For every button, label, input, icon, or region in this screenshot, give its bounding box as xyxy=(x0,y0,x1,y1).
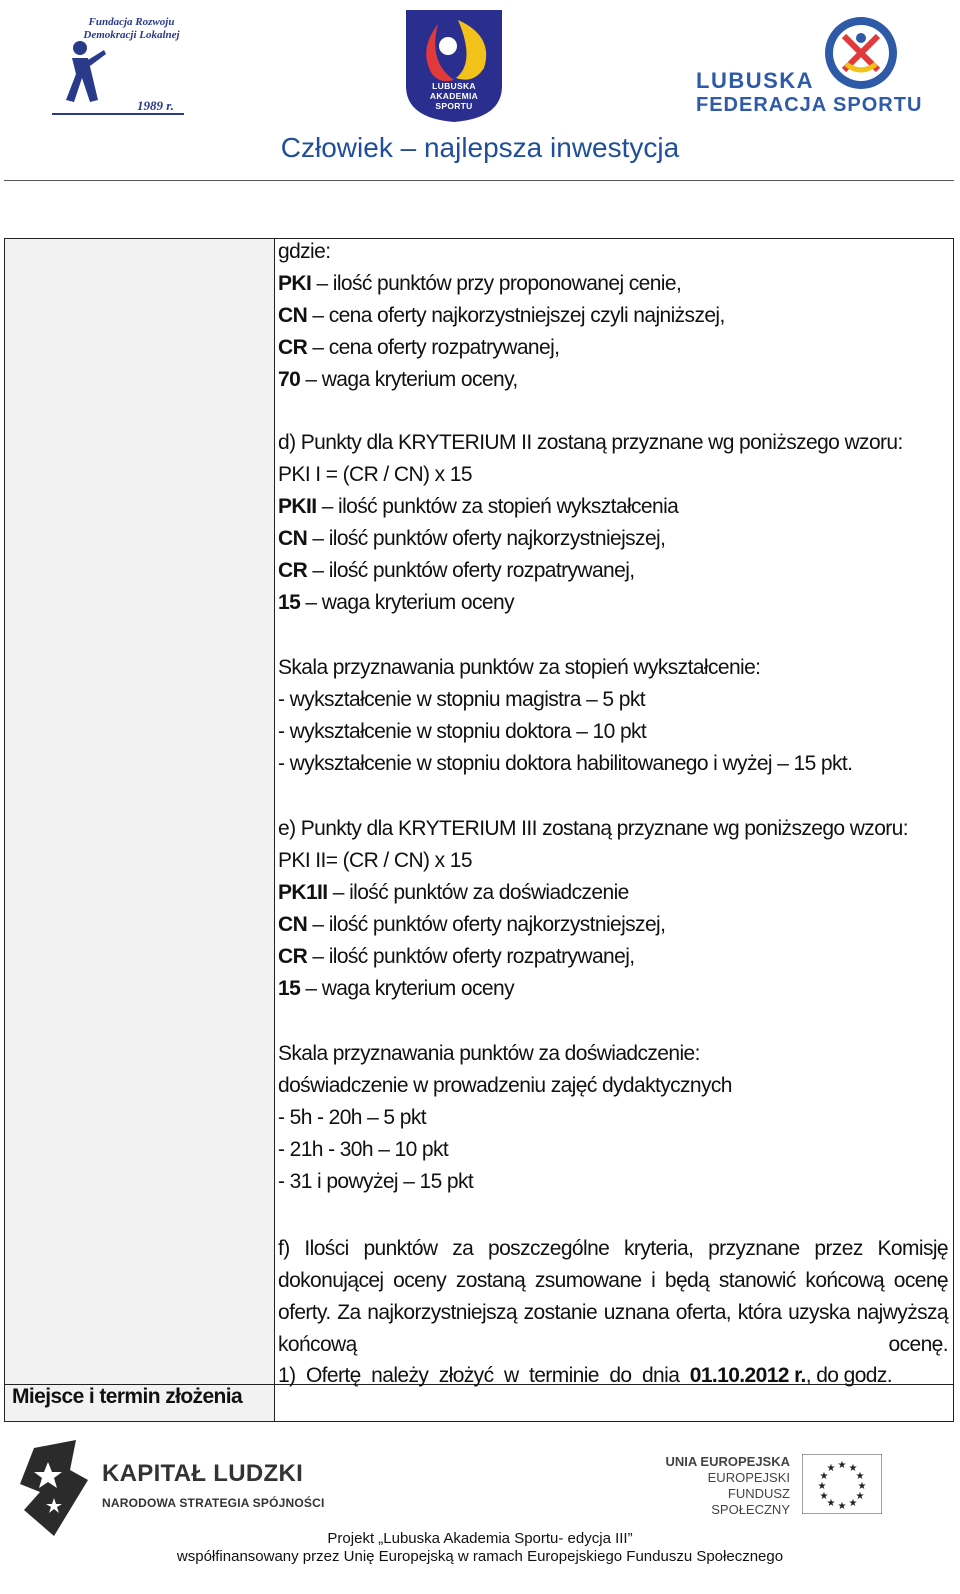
term-definition: – ilość punktów oferty najkorzystniejszej, xyxy=(307,527,666,550)
list-item: - wykształcenie w stopniu doktora habilitowanego i wyżej – 15 pkt. xyxy=(278,752,853,775)
submission-line xyxy=(278,1363,948,1389)
term-definition: – ilość punktów za doświadczenie xyxy=(327,881,629,904)
formula-line: PKI II= (CR / CN) x 15 xyxy=(278,849,472,872)
text-line xyxy=(278,590,514,616)
eu-logo xyxy=(650,1440,950,1540)
bold-term: PKI xyxy=(278,272,312,295)
formula-line: PKI I = (CR / CN) x 15 xyxy=(278,463,472,486)
list-item: - 31 i powyżej – 15 pkt xyxy=(278,1170,474,1193)
svg-text:★: ★ xyxy=(857,1481,867,1492)
term-definition: – waga kryterium oceny xyxy=(300,591,514,614)
header-divider xyxy=(4,180,954,181)
project-footer xyxy=(0,1530,960,1566)
kapital-ludzki-name: KAPITAŁ LUDZKI xyxy=(102,1460,304,1487)
submission-text: 1) Ofertę należy złożyć w terminie do dnia xyxy=(278,1364,690,1387)
text-line: e) Punkty dla KRYTERIUM III zostaną przyznane wg poniższego wzoru: xyxy=(278,817,908,840)
lfs-logo-line-1: LUBUSKA xyxy=(696,68,815,93)
las-text-line-3: SPORTU xyxy=(435,101,473,111)
lfs-logo-line-2: FEDERACJA SPORTU xyxy=(696,94,923,116)
bold-term: CR xyxy=(278,559,308,582)
svg-text:★: ★ xyxy=(819,1491,829,1502)
eu-logo-text xyxy=(650,1454,790,1518)
eu-name: UNIA EUROPEJSKA xyxy=(665,1454,790,1469)
text-line xyxy=(278,335,559,361)
frdl-logo-text: Fundacja Rozwoju Demokracji Lokalnej xyxy=(83,16,180,41)
submission-date: 01.10.2012 r. xyxy=(689,1364,806,1387)
bold-term: PKII xyxy=(278,495,317,518)
frdl-logo xyxy=(52,14,187,119)
text-line xyxy=(278,558,635,584)
term-definition: – ilość punktów oferty najkorzystniejszej, xyxy=(307,913,666,936)
bold-term: CR xyxy=(278,336,308,359)
bold-term: CN xyxy=(278,527,308,550)
text-line: d) Punkty dla KRYTERIUM II zostaną przyznane wg poniższego wzoru: xyxy=(278,431,903,454)
row-label-submission: Miejsce i termin złożenia xyxy=(12,1385,243,1408)
term-definition: – cena oferty najkorzystniejszej czyli najniższej, xyxy=(307,304,725,327)
text-line xyxy=(278,912,665,938)
term-definition: – waga kryterium oceny, xyxy=(300,368,518,391)
svg-text:★: ★ xyxy=(848,1463,858,1474)
text-line xyxy=(278,494,678,520)
list-item: - wykształcenie w stopniu doktora – 10 pkt xyxy=(278,720,647,743)
bold-term: CR xyxy=(278,945,308,968)
term-definition: – waga kryterium oceny xyxy=(300,977,514,1000)
las-text-line-2: AKADEMIA xyxy=(429,91,479,101)
svg-text:★: ★ xyxy=(817,1481,827,1492)
project-cofinancing: współfinansowany przez Unię Europejską w ramach Europejskiego Funduszu Społecznego xyxy=(176,1548,784,1565)
text-line: doświadczenie w prowadzeniu zajęć dydaktycznych xyxy=(278,1074,732,1097)
list-item: - wykształcenie w stopniu magistra – 5 pkt xyxy=(278,688,645,711)
las-text-line-1: LUBUSKA xyxy=(432,81,476,91)
svg-text:★: ★ xyxy=(826,1498,836,1509)
text-line xyxy=(278,271,681,297)
term-definition: – ilość punktów oferty rozpatrywanej, xyxy=(307,945,635,968)
text-line xyxy=(278,303,725,329)
runner-figure-icon xyxy=(58,40,108,110)
text-line: gdzie: xyxy=(278,240,331,263)
svg-text:★: ★ xyxy=(848,1498,858,1509)
header-slogan: Człowiek – najlepsza inwestycja xyxy=(280,132,680,163)
term-definition: – ilość punktów oferty rozpatrywanej, xyxy=(307,559,635,582)
svg-text:★: ★ xyxy=(855,1471,865,1482)
project-title: Projekt „Lubuska Akademia Sportu- edycja III” xyxy=(327,1530,633,1547)
kapital-ludzki-logo xyxy=(14,1440,344,1540)
svg-text:★: ★ xyxy=(826,1463,836,1474)
list-item: - 5h - 20h – 5 pkt xyxy=(278,1106,426,1129)
frdl-year: 1989 r. xyxy=(137,98,174,113)
bold-term: CN xyxy=(278,913,308,936)
text-line xyxy=(278,526,665,552)
eu-fund-line-2: FUNDUSZ SPOŁECZNY xyxy=(711,1486,790,1517)
bold-term: 70 xyxy=(278,368,301,391)
svg-text:★: ★ xyxy=(837,1501,847,1512)
lfs-emblem-icon xyxy=(822,14,900,92)
submission-text-end: , do godz. xyxy=(805,1364,892,1387)
text-line: Skala przyznawania punktów za stopień wykształcenie: xyxy=(278,656,761,679)
bold-term: CN xyxy=(278,304,308,327)
text-line xyxy=(278,367,518,393)
term-definition: – cena oferty rozpatrywanej, xyxy=(307,336,560,359)
text-line: Skala przyznawania punktów za doświadczenie: xyxy=(278,1042,700,1065)
svg-text:★: ★ xyxy=(855,1491,865,1502)
eu-stars-flag-icon xyxy=(802,1454,882,1514)
kapital-ludzki-subtitle: NARODOWA STRATEGIA SPÓJNOŚCI xyxy=(102,1496,325,1510)
svg-text:★: ★ xyxy=(819,1471,829,1482)
bold-term: PK1II xyxy=(278,881,328,904)
term-definition: – ilość punktów przy proponowanej cenie, xyxy=(311,272,682,295)
term-definition: – ilość punktów za stopień wykształcenia xyxy=(316,495,679,518)
svg-text:★: ★ xyxy=(837,1460,847,1471)
page-header xyxy=(0,0,960,184)
kapital-ludzki-emblem-icon xyxy=(14,1440,94,1540)
frdl-underline xyxy=(52,113,184,115)
text-line xyxy=(278,976,514,1002)
bold-term: 15 xyxy=(278,591,301,614)
summary-paragraph: f) Ilości punktów za poszczególne kryteria, przyznane przez Komisję dokonującej oceny zostaną zsumowane i będą stanowić końcową ocenę oferty. Za najkorzystniejszą zostanie uznana oferta, która uzyska najwyższą końcową ocenę. xyxy=(278,1237,948,1356)
las-logo xyxy=(398,6,510,124)
lfs-logo xyxy=(696,14,936,124)
list-item: - 21h - 30h – 10 pkt xyxy=(278,1138,449,1161)
eu-fund-line-1: EUROPEJSKI xyxy=(707,1470,790,1485)
las-logo-text xyxy=(398,81,510,111)
text-line xyxy=(278,880,629,906)
table-label-column xyxy=(5,239,275,1421)
text-line xyxy=(278,944,635,970)
bold-term: 15 xyxy=(278,977,301,1000)
